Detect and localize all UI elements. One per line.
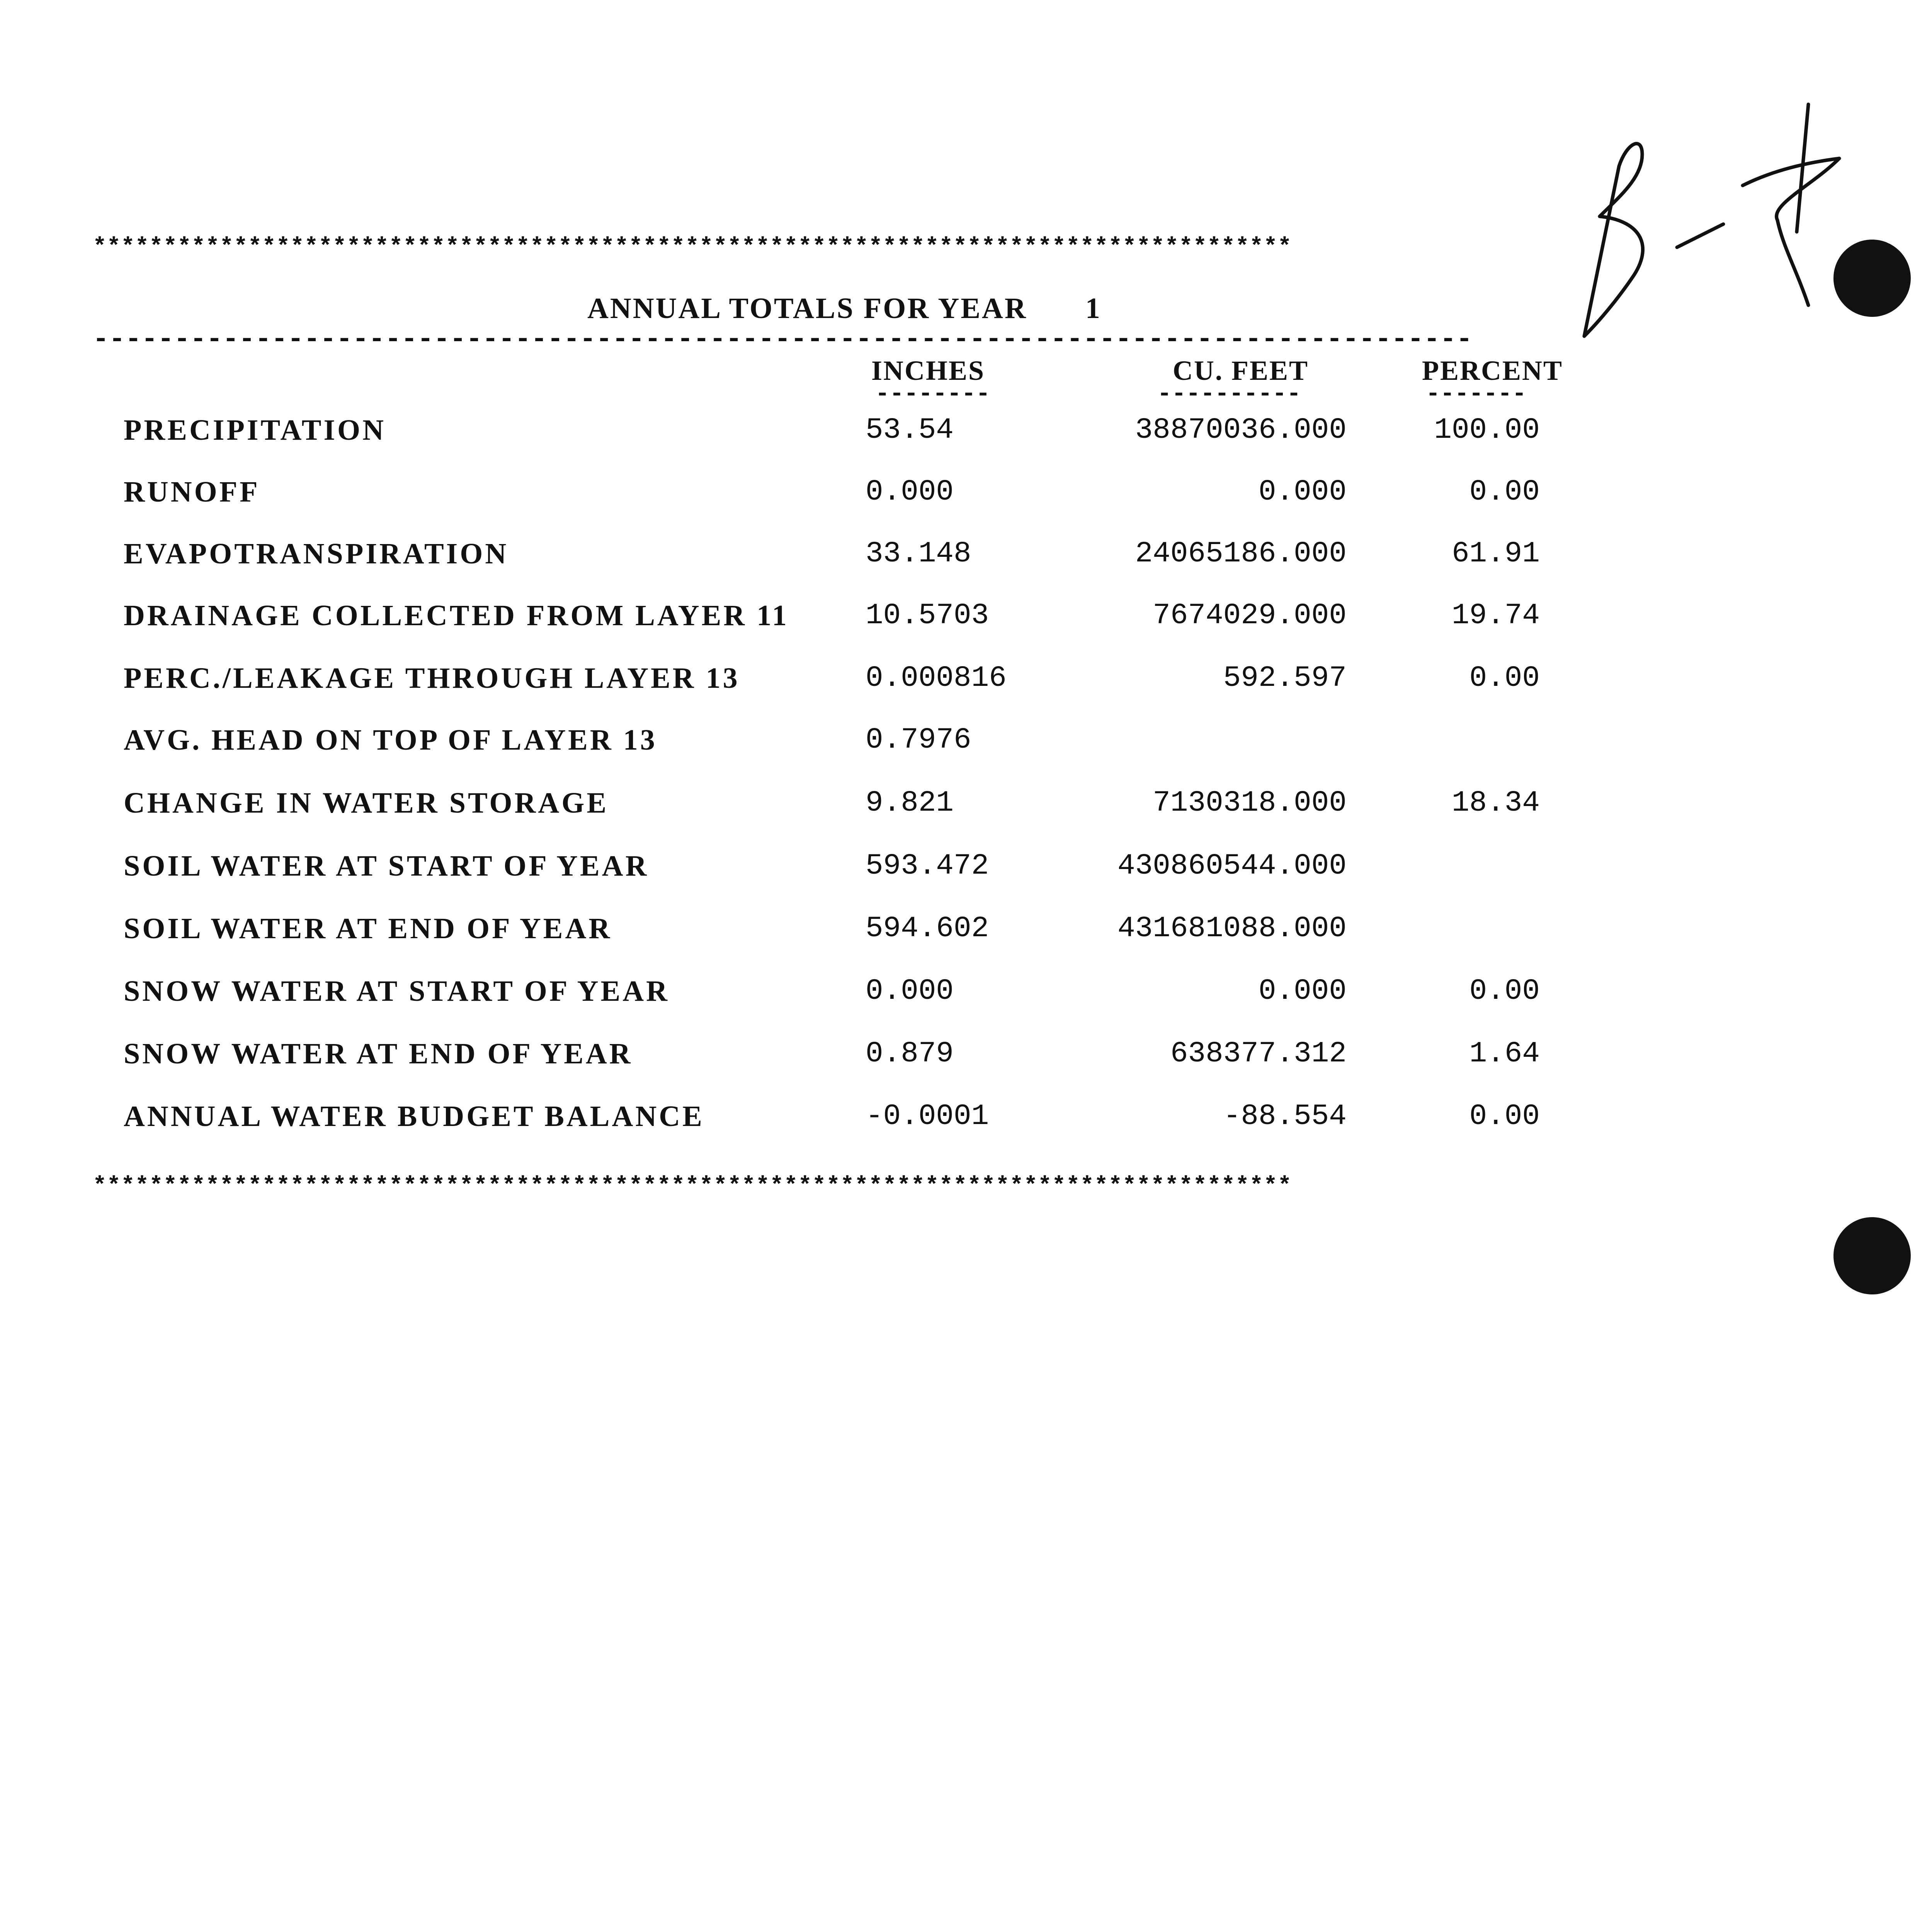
row-cu-feet: 0.000 — [1258, 475, 1347, 509]
row-percent: 100.00 — [1434, 413, 1540, 447]
handwritten-b7-mark — [1561, 97, 1870, 348]
row-cu-feet: -88.554 — [1223, 1100, 1347, 1133]
row-cu-feet: 592.597 — [1223, 662, 1347, 695]
table-row — [0, 475, 1932, 514]
table-row — [0, 599, 1932, 638]
row-label: SNOW WATER AT START OF YEAR — [124, 975, 670, 1007]
header-dash-rule: ------------------------------------------------------------------------------------- — [93, 327, 1473, 354]
row-percent: 18.34 — [1451, 786, 1540, 820]
table-row — [0, 975, 1932, 1013]
row-cu-feet: 430860544.000 — [1117, 849, 1347, 883]
row-inches: 0.7976 — [866, 723, 971, 757]
column-header-percent: PERCENT — [1422, 355, 1563, 386]
row-label: SOIL WATER AT START OF YEAR — [124, 850, 649, 882]
row-label: EVAPOTRANSPIRATION — [124, 537, 509, 570]
row-label: DRAINAGE COLLECTED FROM LAYER 11 — [124, 599, 789, 632]
row-percent: 0.00 — [1469, 1100, 1540, 1133]
report-title — [587, 292, 1102, 325]
row-percent: 61.91 — [1451, 537, 1540, 570]
table-row — [0, 912, 1932, 951]
row-cu-feet: 7674029.000 — [1153, 599, 1347, 632]
table-row — [0, 413, 1932, 452]
row-cu-feet: 24065186.000 — [1135, 537, 1347, 570]
row-inches: -0.0001 — [866, 1100, 989, 1133]
bottom-star-border: ************************************************************************************* — [93, 1173, 1292, 1199]
row-inches: 10.5703 — [866, 599, 989, 632]
column-header-inches: INCHES — [871, 355, 985, 386]
column-underline-inches: -------- — [875, 383, 990, 406]
table-row — [0, 849, 1932, 888]
row-inches: 593.472 — [866, 849, 989, 883]
punch-hole — [1833, 1217, 1911, 1294]
row-inches: 594.602 — [866, 912, 989, 945]
row-cu-feet: 0.000 — [1258, 975, 1347, 1008]
top-star-border: ************************************************************************************* — [93, 234, 1292, 260]
report-title-text: ANNUAL TOTALS FOR YEAR — [587, 292, 1027, 325]
row-percent: 1.64 — [1469, 1037, 1540, 1070]
table-row — [0, 1037, 1932, 1076]
column-underline-cu-feet: ---------- — [1157, 383, 1301, 406]
row-inches: 0.879 — [866, 1037, 954, 1070]
row-inches: 0.000 — [866, 475, 954, 509]
table-row — [0, 662, 1932, 700]
row-inches: 0.000 — [866, 975, 954, 1008]
row-inches: 0.000816 — [866, 662, 1007, 695]
row-label: PRECIPITATION — [124, 414, 386, 446]
row-percent: 19.74 — [1451, 599, 1540, 632]
row-inches: 9.821 — [866, 786, 954, 820]
row-label: AVG. HEAD ON TOP OF LAYER 13 — [124, 724, 657, 756]
column-underline-percent: ------- — [1426, 383, 1527, 406]
row-percent: 0.00 — [1469, 475, 1540, 509]
row-label: PERC./LEAKAGE THROUGH LAYER 13 — [124, 662, 740, 694]
row-inches: 53.54 — [866, 413, 954, 447]
row-label: CHANGE IN WATER STORAGE — [124, 787, 609, 819]
row-label: SNOW WATER AT END OF YEAR — [124, 1037, 633, 1070]
row-inches: 33.148 — [866, 537, 971, 570]
table-row — [0, 1100, 1932, 1138]
table-row — [0, 786, 1932, 825]
row-label: SOIL WATER AT END OF YEAR — [124, 912, 612, 945]
row-label: ANNUAL WATER BUDGET BALANCE — [124, 1100, 704, 1133]
row-cu-feet: 7130318.000 — [1153, 786, 1347, 820]
row-percent: 0.00 — [1469, 975, 1540, 1008]
row-cu-feet: 38870036.000 — [1135, 413, 1347, 447]
column-header-cu-feet: CU. FEET — [1173, 355, 1309, 386]
table-row — [0, 537, 1932, 576]
row-cu-feet: 431681088.000 — [1117, 912, 1347, 945]
row-label: RUNOFF — [124, 476, 260, 508]
table-row — [0, 723, 1932, 762]
punch-hole — [1833, 240, 1911, 317]
row-percent: 0.00 — [1469, 662, 1540, 695]
report-year: 1 — [1085, 292, 1102, 325]
row-cu-feet: 638377.312 — [1170, 1037, 1347, 1070]
